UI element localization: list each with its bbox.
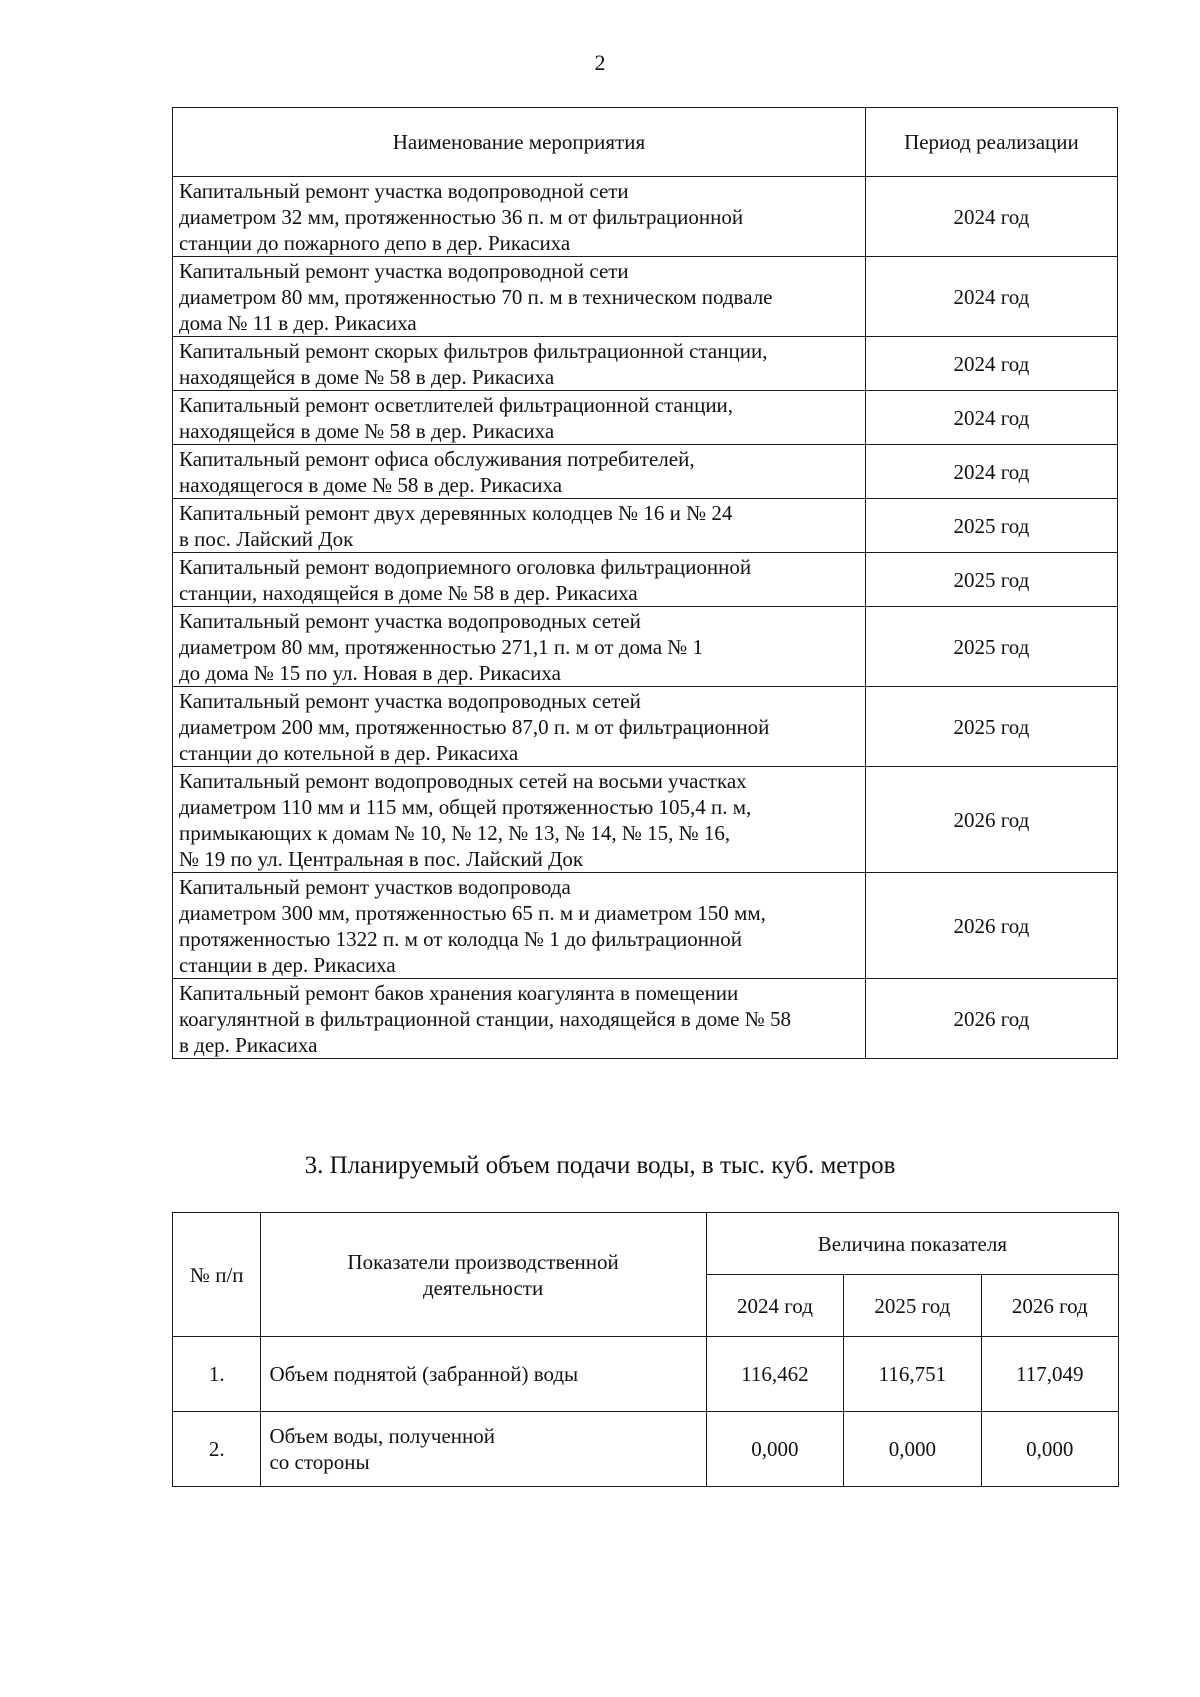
table-row bbox=[173, 337, 1118, 391]
activity-period: 2024 год bbox=[865, 445, 1117, 499]
activity-period-header: Период реализации bbox=[865, 108, 1117, 177]
year-header-2024: 2024 год bbox=[706, 1275, 843, 1337]
row-number: 1. bbox=[173, 1337, 261, 1412]
activity-period: 2025 год bbox=[865, 607, 1117, 687]
volume-header-row bbox=[173, 1213, 1119, 1275]
activity-name: Капитальный ремонт баков хранения коагулянта в помещении коагулянтной в фильтрационной станции, находящейся в доме № 58 в дер. Рикасиха bbox=[173, 979, 866, 1059]
activity-period: 2026 год bbox=[865, 979, 1117, 1059]
table-row bbox=[173, 873, 1118, 979]
value-2026: 0,000 bbox=[981, 1412, 1118, 1487]
activity-period: 2024 год bbox=[865, 337, 1117, 391]
activity-period: 2024 год bbox=[865, 257, 1117, 337]
activity-period: 2024 год bbox=[865, 177, 1117, 257]
activities-header-row bbox=[173, 108, 1118, 177]
page-number: 2 bbox=[594, 50, 606, 75]
activity-period: 2024 год bbox=[865, 391, 1117, 445]
number-header: № п/п bbox=[173, 1213, 261, 1337]
table-row bbox=[173, 445, 1118, 499]
value-2026: 117,049 bbox=[981, 1337, 1118, 1412]
year-header-2025: 2025 год bbox=[844, 1275, 981, 1337]
table-row bbox=[173, 767, 1118, 873]
section-heading: 3. Планируемый объем подачи воды, в тыс. куб. метров bbox=[304, 1152, 896, 1179]
table-row bbox=[173, 1337, 1119, 1412]
table-row bbox=[173, 979, 1118, 1059]
activity-name: Капитальный ремонт двух деревянных колодцев № 16 и № 24 в пос. Лайский Док bbox=[173, 499, 866, 553]
activity-name: Капитальный ремонт скорых фильтров фильтрационной станции, находящейся в доме № 58 в дер. Рикасиха bbox=[173, 337, 866, 391]
activity-name-header: Наименование мероприятия bbox=[173, 108, 866, 177]
value-2025: 116,751 bbox=[844, 1337, 981, 1412]
activity-name: Капитальный ремонт участка водопроводных сетей диаметром 80 мм, протяженностью 271,1 п. м от дома № 1 до дома № 15 по ул. Новая в дер. Рикасиха bbox=[173, 607, 866, 687]
activity-name: Капитальный ремонт водоприемного оголовка фильтрационной станции, находящейся в доме № 58 в дер. Рикасиха bbox=[173, 553, 866, 607]
table-row bbox=[173, 607, 1118, 687]
indicator-header: Показатели производственной деятельности bbox=[261, 1213, 706, 1337]
activity-name: Капитальный ремонт осветлителей фильтрационной станции, находящейся в доме № 58 в дер. Рикасиха bbox=[173, 391, 866, 445]
table-row bbox=[173, 687, 1118, 767]
activity-period: 2025 год bbox=[865, 553, 1117, 607]
indicator-name: Объем воды, полученной со стороны bbox=[261, 1412, 706, 1487]
activity-name: Капитальный ремонт участка водопроводных сетей диаметром 200 мм, протяженностью 87,0 п. м от фильтрационной станции до котельной в дер. Рикасиха bbox=[173, 687, 866, 767]
table-row bbox=[173, 391, 1118, 445]
activity-name: Капитальный ремонт водопроводных сетей на восьми участках диаметром 110 мм и 115 мм, общей протяженностью 105,4 п. м, примыкающих к домам № 10, № 12, № 13, № 14, № 15, № 16, № 19 по ул. Центральная в пос. Лайский Док bbox=[173, 767, 866, 873]
value-2025: 0,000 bbox=[844, 1412, 981, 1487]
activity-name: Капитальный ремонт офиса обслуживания потребителей, находящегося в доме № 58 в дер. Рикасиха bbox=[173, 445, 866, 499]
table-row bbox=[173, 257, 1118, 337]
year-header-2026: 2026 год bbox=[981, 1275, 1118, 1337]
table-row bbox=[173, 499, 1118, 553]
activity-period: 2025 год bbox=[865, 499, 1117, 553]
value-group-header: Величина показателя bbox=[706, 1213, 1118, 1275]
indicator-name: Объем поднятой (забранной) воды bbox=[261, 1337, 706, 1412]
activities-table bbox=[172, 107, 1118, 1059]
row-number: 2. bbox=[173, 1412, 261, 1487]
activity-name: Капитальный ремонт участка водопроводной сети диаметром 80 мм, протяженностью 70 п. м в техническом подвале дома № 11 в дер. Рикасиха bbox=[173, 257, 866, 337]
activity-period: 2026 год bbox=[865, 873, 1117, 979]
activity-name: Капитальный ремонт участков водопровода диаметром 300 мм, протяженностью 65 п. м и диаметром 150 мм, протяженностью 1322 п. м от колодца № 1 до фильтрационной станции в дер. Рикасиха bbox=[173, 873, 866, 979]
table-row bbox=[173, 177, 1118, 257]
value-2024: 116,462 bbox=[706, 1337, 843, 1412]
water-volume-table bbox=[172, 1212, 1119, 1487]
activity-period: 2025 год bbox=[865, 687, 1117, 767]
table-row bbox=[173, 553, 1118, 607]
table-row bbox=[173, 1412, 1119, 1487]
activity-period: 2026 год bbox=[865, 767, 1117, 873]
activity-name: Капитальный ремонт участка водопроводной сети диаметром 32 мм, протяженностью 36 п. м от фильтрационной станции до пожарного депо в дер. Рикасиха bbox=[173, 177, 866, 257]
activities-body bbox=[173, 177, 1118, 1059]
value-2024: 0,000 bbox=[706, 1412, 843, 1487]
